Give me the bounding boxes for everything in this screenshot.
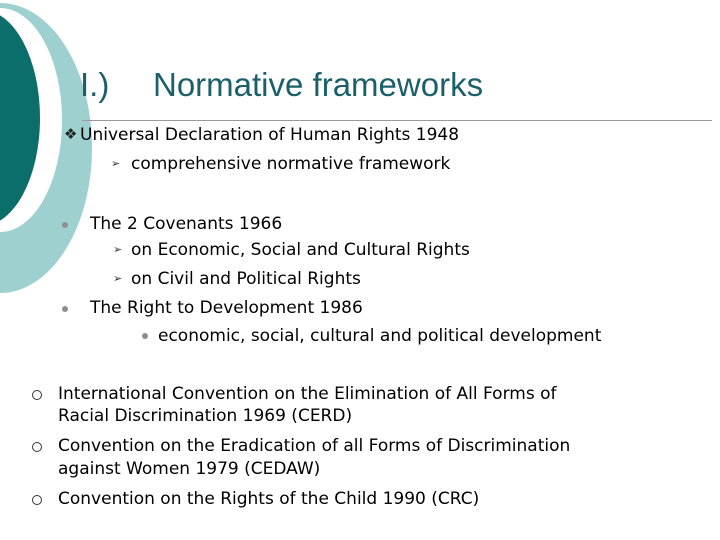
list-item: Convention on the Eradication of all Forms of Discrimination bbox=[58, 436, 571, 456]
title-divider bbox=[82, 120, 712, 121]
diamond-bullet-icon: ❖ bbox=[64, 125, 78, 143]
ring-bullet-icon bbox=[32, 495, 42, 505]
dot-bullet-icon bbox=[62, 222, 68, 228]
list-item-continuation: against Women 1979 (CEDAW) bbox=[58, 459, 321, 479]
arrow-bullet-icon: ➢ bbox=[111, 157, 121, 170]
list-item: comprehensive normative framework bbox=[131, 154, 451, 174]
dot-bullet-icon bbox=[62, 306, 68, 312]
list-item: International Convention on the Elimination of All Forms of bbox=[58, 384, 557, 404]
list-item: The 2 Covenants 1966 bbox=[90, 214, 283, 234]
arrow-bullet-icon: ➢ bbox=[113, 272, 123, 285]
ring-bullet-icon bbox=[32, 442, 42, 452]
ring-bullet-icon bbox=[32, 390, 42, 400]
list-item: on Economic, Social and Cultural Rights bbox=[131, 240, 470, 260]
list-item: Convention on the Rights of the Child 1990 (CRC) bbox=[58, 489, 480, 509]
list-item: economic, social, cultural and political development bbox=[158, 326, 602, 346]
page-title: Normative frameworks bbox=[153, 66, 484, 103]
list-item: Universal Declaration of Human Rights 1948 bbox=[80, 125, 460, 145]
decorative-circles bbox=[0, 0, 100, 300]
title-number: I.) bbox=[80, 66, 110, 103]
dot-bullet-icon bbox=[142, 333, 148, 339]
arrow-bullet-icon: ➢ bbox=[113, 243, 123, 256]
list-item: The Right to Development 1986 bbox=[90, 298, 363, 318]
list-item-continuation: Racial Discrimination 1969 (CERD) bbox=[58, 406, 353, 426]
list-item: on Civil and Political Rights bbox=[131, 269, 361, 289]
